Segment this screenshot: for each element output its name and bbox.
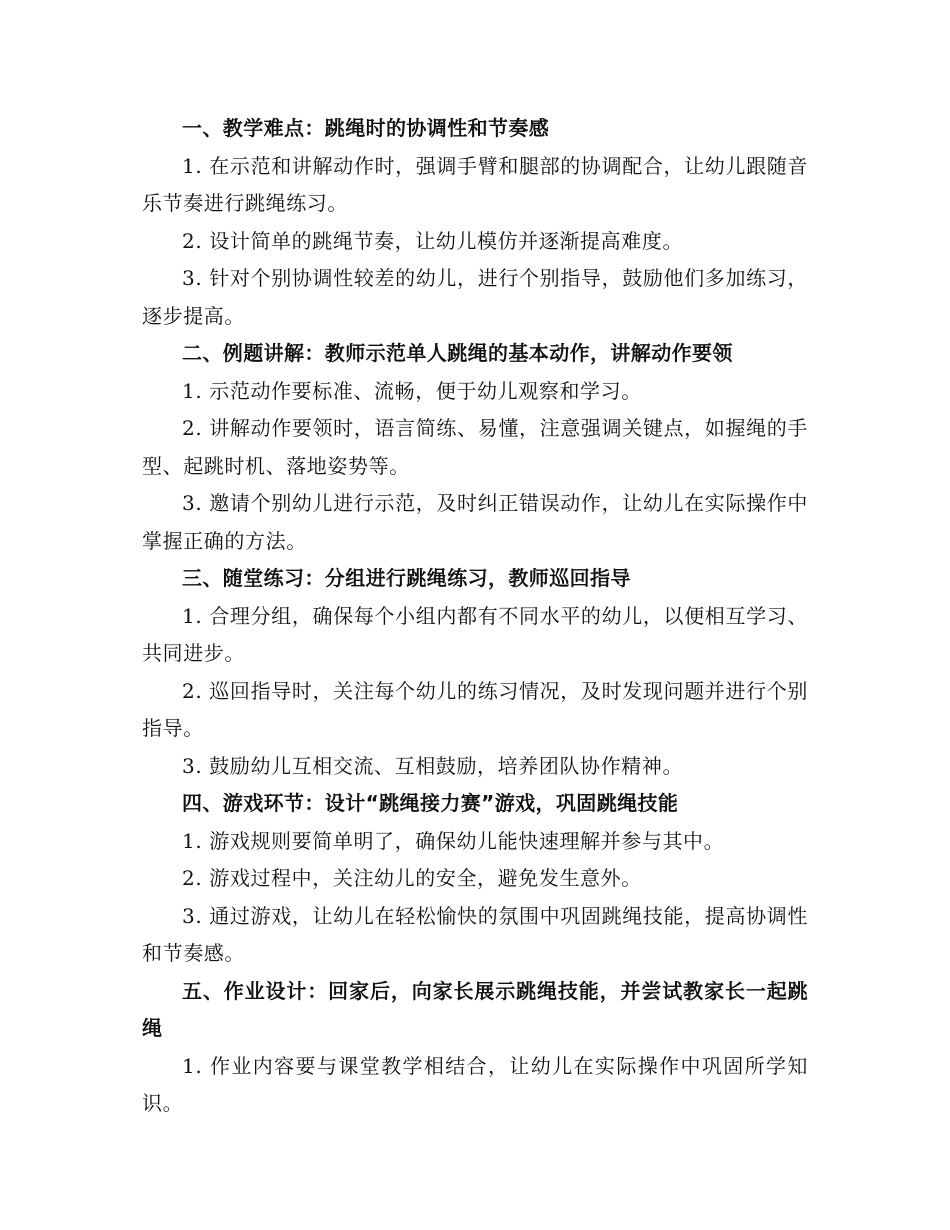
section-2-item-3: 3. 邀请个别幼儿进行示范，及时纠正错误动作，让幼儿在实际操作中掌握正确的方法。 — [142, 491, 808, 553]
section-3-item-1: 1. 合理分组，确保每个小组内都有不同水平的幼儿，以便相互学习、共同进步。 — [142, 603, 808, 665]
section-1-item-2: 2. 设计简单的跳绳节奏，让幼儿模仿并逐渐提高难度。 — [182, 228, 684, 253]
section-5-heading: 五、作业设计：回家后，向家长展示跳绳技能，并尝试教家长一起跳绳 — [142, 978, 808, 1040]
section-5-item-1: 1. 作业内容要与课堂教学相结合，让幼儿在实际操作中巩固所学知识。 — [142, 1053, 808, 1115]
section-1-item-3: 3. 针对个别协调性较差的幼儿，进行个别指导，鼓励他们多加练习，逐步提高。 — [142, 266, 808, 328]
section-3-item-3: 3. 鼓励幼儿互相交流、互相鼓励，培养团队协作精神。 — [182, 753, 684, 778]
section-2-heading: 二、例题讲解：教师示范单人跳绳的基本动作，讲解动作要领 — [182, 341, 733, 365]
section-2-item-1: 1. 示范动作要标准、流畅，便于幼儿观察和学习。 — [182, 378, 642, 403]
section-4-item-1: 1. 游戏规则要简单明了，确保幼儿能快速理解并参与其中。 — [182, 828, 725, 853]
section-1-heading: 一、教学难点：跳绳时的协调性和节奏感 — [182, 116, 550, 140]
section-3-heading: 三、随堂练习：分组进行跳绳练习，教师巡回指导 — [182, 566, 631, 590]
section-4-item-3: 3. 通过游戏，让幼儿在轻松愉快的氛围中巩固跳绳技能，提高协调性和节奏感。 — [142, 903, 808, 965]
section-3-item-2: 2. 巡回指导时，关注每个幼儿的练习情况，及时发现问题并进行个别指导。 — [142, 678, 808, 740]
section-4-heading: 四、游戏环节：设计“跳绳接力赛”游戏，巩固跳绳技能 — [182, 791, 679, 815]
section-2-item-2: 2. 讲解动作要领时，语言简练、易懂，注意强调关键点，如握绳的手型、起跳时机、落地姿势等。 — [142, 416, 808, 478]
section-1-item-1: 1. 在示范和讲解动作时，强调手臂和腿部的协调配合，让幼儿跟随音乐节奏进行跳绳练习。 — [142, 153, 808, 215]
document-body — [142, 110, 808, 1123]
section-4-item-2: 2. 游戏过程中，关注幼儿的安全，避免发生意外。 — [182, 866, 642, 890]
